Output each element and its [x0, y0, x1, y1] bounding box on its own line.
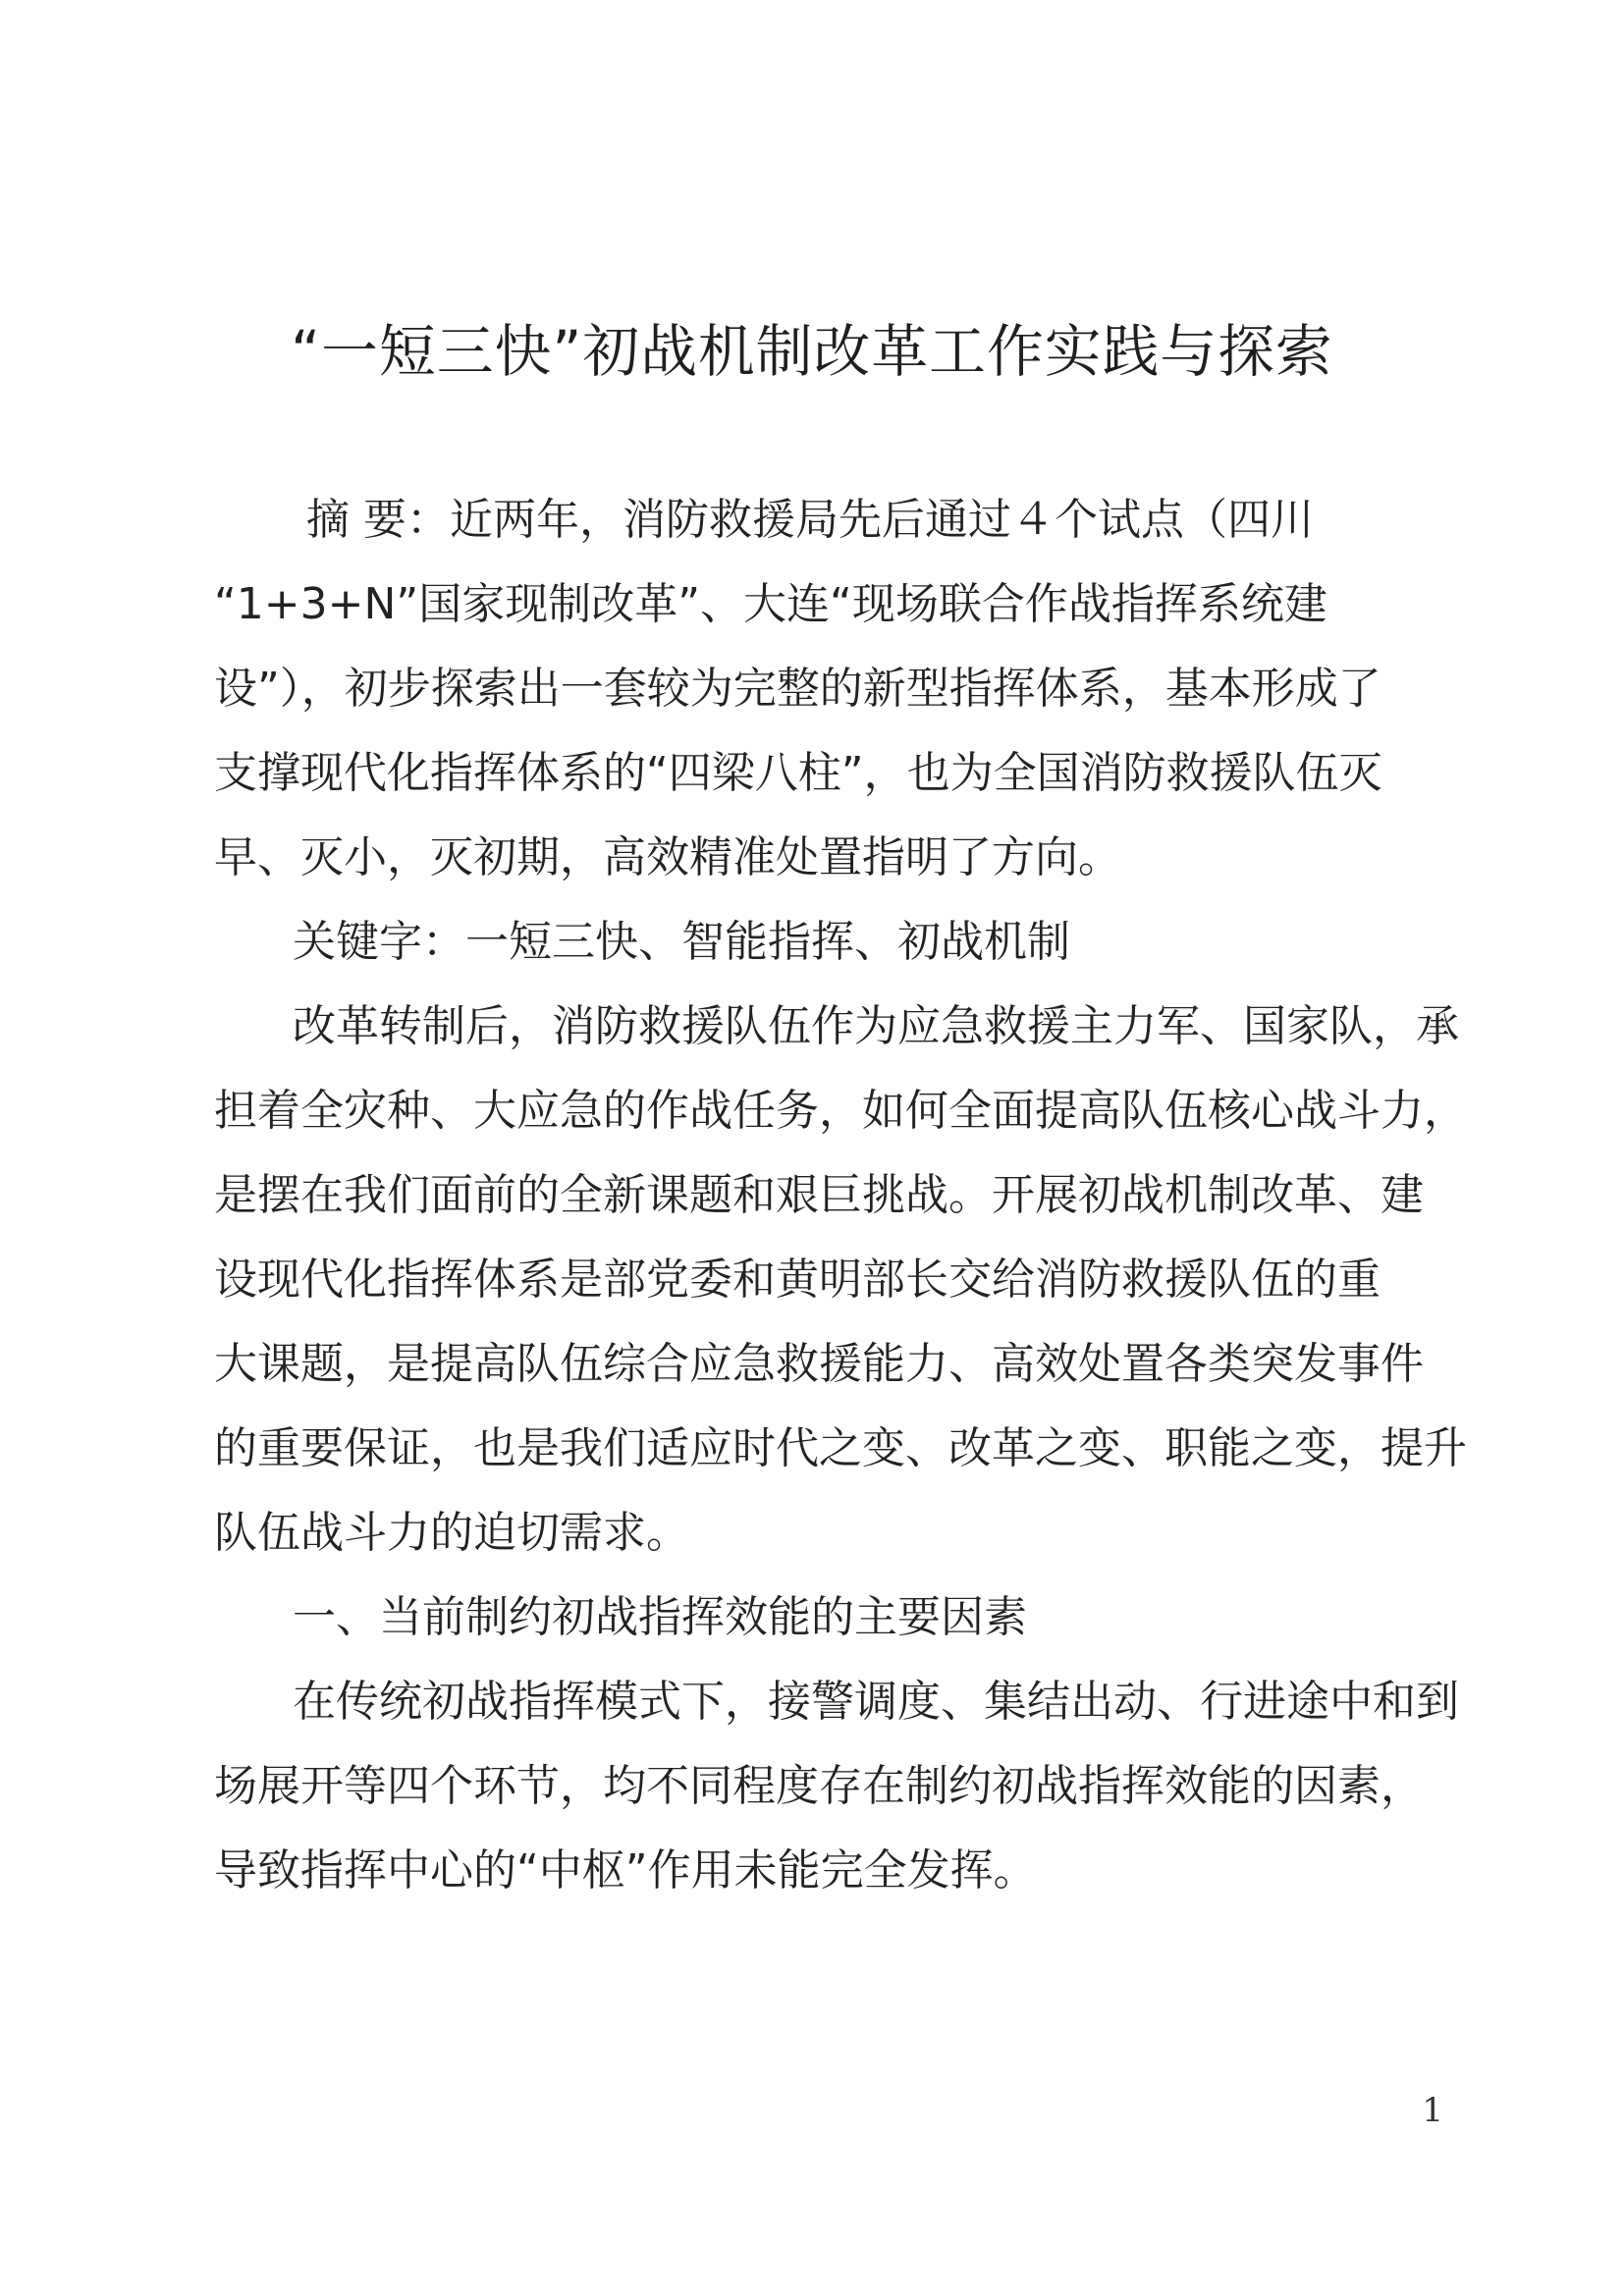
body-line: 场展开等四个环节，均不同程度存在制约初战指挥效能的因素，: [214, 1761, 1424, 1811]
document-title: “一短三快”初战机制改革工作实践与探索: [291, 318, 1333, 385]
body-line: 大课题，是提高队伍综合应急救援能力、高效处置各类突发事件: [214, 1339, 1424, 1389]
body-line: 在传统初战指挥模式下，接警调度、集结出动、行进途中和到: [293, 1677, 1459, 1727]
keywords-line: 关键字：一短三快、智能指挥、初战机制: [293, 917, 1070, 967]
page-number: 1: [1422, 2091, 1443, 2130]
abstract-line: 早、灭小，灭初期，高效精准处置指明了方向。: [214, 832, 1121, 882]
body-line: 队伍战斗力的迫切需求。: [214, 1508, 689, 1558]
body-line: 担着全灾种、大应急的作战任务，如何全面提高队伍核心战斗力，: [214, 1086, 1467, 1136]
abstract-line: 支撑现代化指挥体系的“四梁八柱”，也为全国消防救援队伍灭: [214, 748, 1382, 798]
body-line: 改革转制后，消防救援队伍作为应急救援主力军、国家队，承: [293, 1001, 1459, 1051]
body-line: 是摆在我们面前的全新课题和艰巨挑战。开展初战机制改革、建: [214, 1170, 1424, 1220]
section-heading: 一、当前制约初战指挥效能的主要因素: [293, 1592, 1027, 1642]
abstract-line: 设”），初步探索出一套较为完整的新型指挥体系，基本形成了: [214, 664, 1381, 714]
body-line: 设现代化指挥体系是部党委和黄明部长交给消防救援队伍的重: [214, 1255, 1380, 1305]
abstract-line: “1+3+N”国家现制改革”、大连“现场联合作战指挥系统建: [214, 579, 1327, 629]
body-line: 的重要保证，也是我们适应时代之变、改革之变、职能之变，提升: [214, 1423, 1467, 1473]
abstract-line: 摘 要：近两年，消防救援局先后通过４个试点（四川: [306, 495, 1314, 545]
body-line: 导致指挥中心的“中枢”作用未能完全发挥。: [214, 1845, 1037, 1896]
